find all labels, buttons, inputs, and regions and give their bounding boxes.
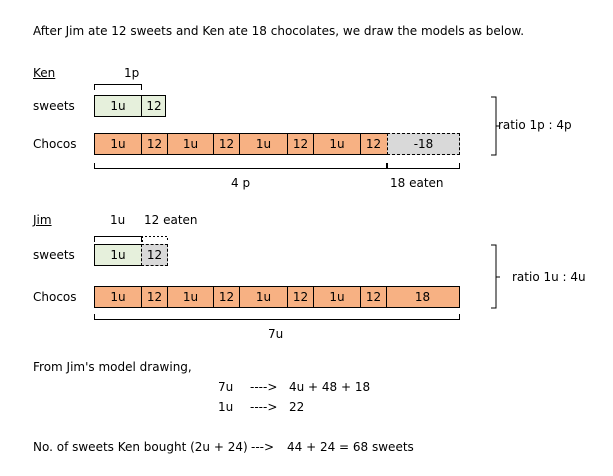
jim-choco-unit: 1u [167,287,213,307]
ken-1p-bracket [95,85,142,91]
working-line1-arrow: ----> [250,380,278,394]
ken-choco-unit: 1u [313,134,360,154]
jim-choco-extra: 12 [141,287,167,307]
ken-choco-extra: 12 [141,134,167,154]
final-right: 44 + 24 = 68 sweets [287,440,414,454]
ken-18-eaten-label: 18 eaten [390,176,444,190]
working-heading: From Jim's model drawing, [33,360,192,374]
working-line2-right: 22 [289,400,305,414]
jim-ratio-brace [491,245,500,308]
intro-text: After Jim ate 12 sweets and Ken ate 18 chocolates, we draw the models as below. [33,24,525,38]
ken-ratio-label: ratio 1p : 4p [498,118,572,132]
jim-sweet-unit: 1u [94,244,142,266]
ken-choco-extra: 12 [360,134,386,154]
working-line1-right: 4u + 48 + 18 [289,380,371,394]
final-left: No. of sweets Ken bought (2u + 24) [33,440,248,454]
ken-1p-label: 1p [124,66,140,80]
jim-choco-remaining: 18 [386,287,458,307]
ken-eaten-bracket [388,163,460,169]
ken-4p-bracket [95,163,387,169]
jim-1u-label: 1u [110,213,126,227]
ken-sweets-label: sweets [33,99,75,113]
jim-choco-extra: 12 [287,287,313,307]
jim-1u-bracket [95,237,142,243]
jim-heading: Jim [33,213,52,227]
ken-choco-extra: 12 [287,134,313,154]
jim-12-eaten-label: 12 eaten [144,213,198,227]
final-arrow: ---> [251,440,275,454]
ken-chocos-label: Chocos [33,137,77,151]
jim-choco-unit: 1u [239,287,287,307]
ken-heading: Ken [33,66,56,80]
jim-chocos-label: Chocos [33,290,77,304]
working-line2-left: 1u [218,400,234,414]
jim-choco-extra: 12 [360,287,386,307]
jim-choco-unit: 1u [313,287,360,307]
working-line2-arrow: ----> [250,400,278,414]
jim-7u-label: 7u [268,327,284,341]
ken-choco-unit: 1u [110,137,126,151]
ken-choco-unit: 1u [167,134,213,154]
jim-choco-unit: 1u [110,290,126,304]
ken-eaten-box: -18 [387,133,460,155]
ken-choco-unit: 1u [239,134,287,154]
working-line1-left: 7u [218,380,234,394]
ken-choco-extra: 12 [213,134,239,154]
ken-sweet-unit: 1u [110,99,126,113]
jim-eaten-bracket [143,237,168,243]
ken-4p-label: 4 p [231,176,251,190]
jim-choco-extra: 12 [213,287,239,307]
jim-sweet-eaten: 12 [141,244,168,266]
jim-7u-bracket [95,314,460,320]
ken-sweet-extra: 12 [141,96,166,116]
jim-ratio-label: ratio 1u : 4u [512,270,586,284]
jim-sweets-label: sweets [33,248,75,262]
ken-ratio-brace [491,97,500,155]
